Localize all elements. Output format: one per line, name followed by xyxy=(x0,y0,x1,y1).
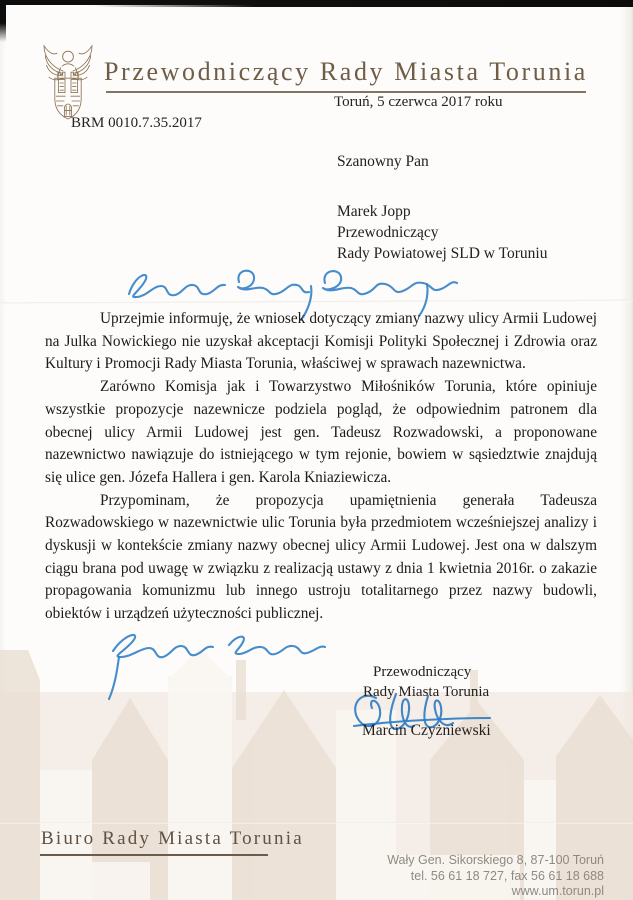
footer-address-line: Wały Gen. Sikorskiego 8, 87-100 Toruń xyxy=(387,853,604,867)
header-divider xyxy=(106,91,586,93)
signature-name: Marcin Czyżniewski xyxy=(362,722,491,739)
paragraph: Przypominam, że propozycja upamiętnienia generała Tadeusza Rozwadowskiego w nazewnictwie ulic Torunia była przedmiotem wcześniejszej analizy i dyskusji w kontekście zmiany nazwy obecnej ulicy Armii Ludowej. Jest ona w dalszym ciągu brana pod uwagę w związku z realizacją ustawy z dnia 1 kwietnia 2016r. o zakazie propagowania komunizmu lub innego ustroju totalitarnego przez nazwy budowli, obiektów i urządzeń użyteczności publicznej. xyxy=(45,491,597,623)
recipient-title: Przewodniczący xyxy=(337,224,439,241)
letter-body xyxy=(45,308,597,626)
footer-office-name: Biuro Rady Miasta Torunia xyxy=(41,828,304,849)
reference-number: BRM 0010.7.35.2017 xyxy=(71,115,202,131)
signature-role-line2: Rady Miasta Torunia xyxy=(363,684,490,700)
paper-fold-line xyxy=(0,822,633,824)
page-title: Przewodniczący Rady Miasta Torunia xyxy=(104,57,588,86)
recipient-name: Marek Jopp xyxy=(337,203,411,220)
handwritten-greeting xyxy=(115,264,460,312)
handwritten-closing xyxy=(97,625,347,673)
scan-edge-top-right xyxy=(93,0,633,7)
scan-edge-corner xyxy=(0,0,6,42)
paragraph: Uprzejmie informuję, że wniosek dotyczący zmiany nazwy ulicy Armii Ludowej na Julka Nowickiego nie uzyskał akceptacji Komisji Polityki Społecznej i Zdrowia oraz Kultury i Promocji Rady Miasta Torunia, właściwej w sprawach nazewnictwa. xyxy=(45,310,597,373)
footer-website: www.um.torun.pl xyxy=(511,884,604,898)
footer-phone-fax: tel. 56 61 18 727, fax 56 61 18 688 xyxy=(410,868,604,883)
recipient-organization: Rady Powiatowej SLD w Toruniu xyxy=(337,245,548,262)
paragraph: Zarówno Komisja jak i Towarzystwo Miłośników Torunia, które opiniuje wszystkie propozycje nazewnicze podziela pogląd, że odpowiednim patronem dla obecnej ulicy Armii Ludowej jest gen. Tadeusz Rozwadowski, a proponowane nazewnictwo nawiązuje do istniejącego w tym rejonie, bowiem w sąsiedztwie znajdują się ulice gen. Józefa Hallera i gen. Karola Kniaziewicza. xyxy=(45,378,597,486)
letter-date: Toruń, 5 czerwca 2017 roku xyxy=(334,94,503,110)
footer-divider xyxy=(40,854,268,856)
signature-role-line1: Przewodniczący xyxy=(373,664,472,680)
recipient-salutation: Szanowny Pan xyxy=(337,153,429,170)
footer-contact-block xyxy=(284,853,604,900)
